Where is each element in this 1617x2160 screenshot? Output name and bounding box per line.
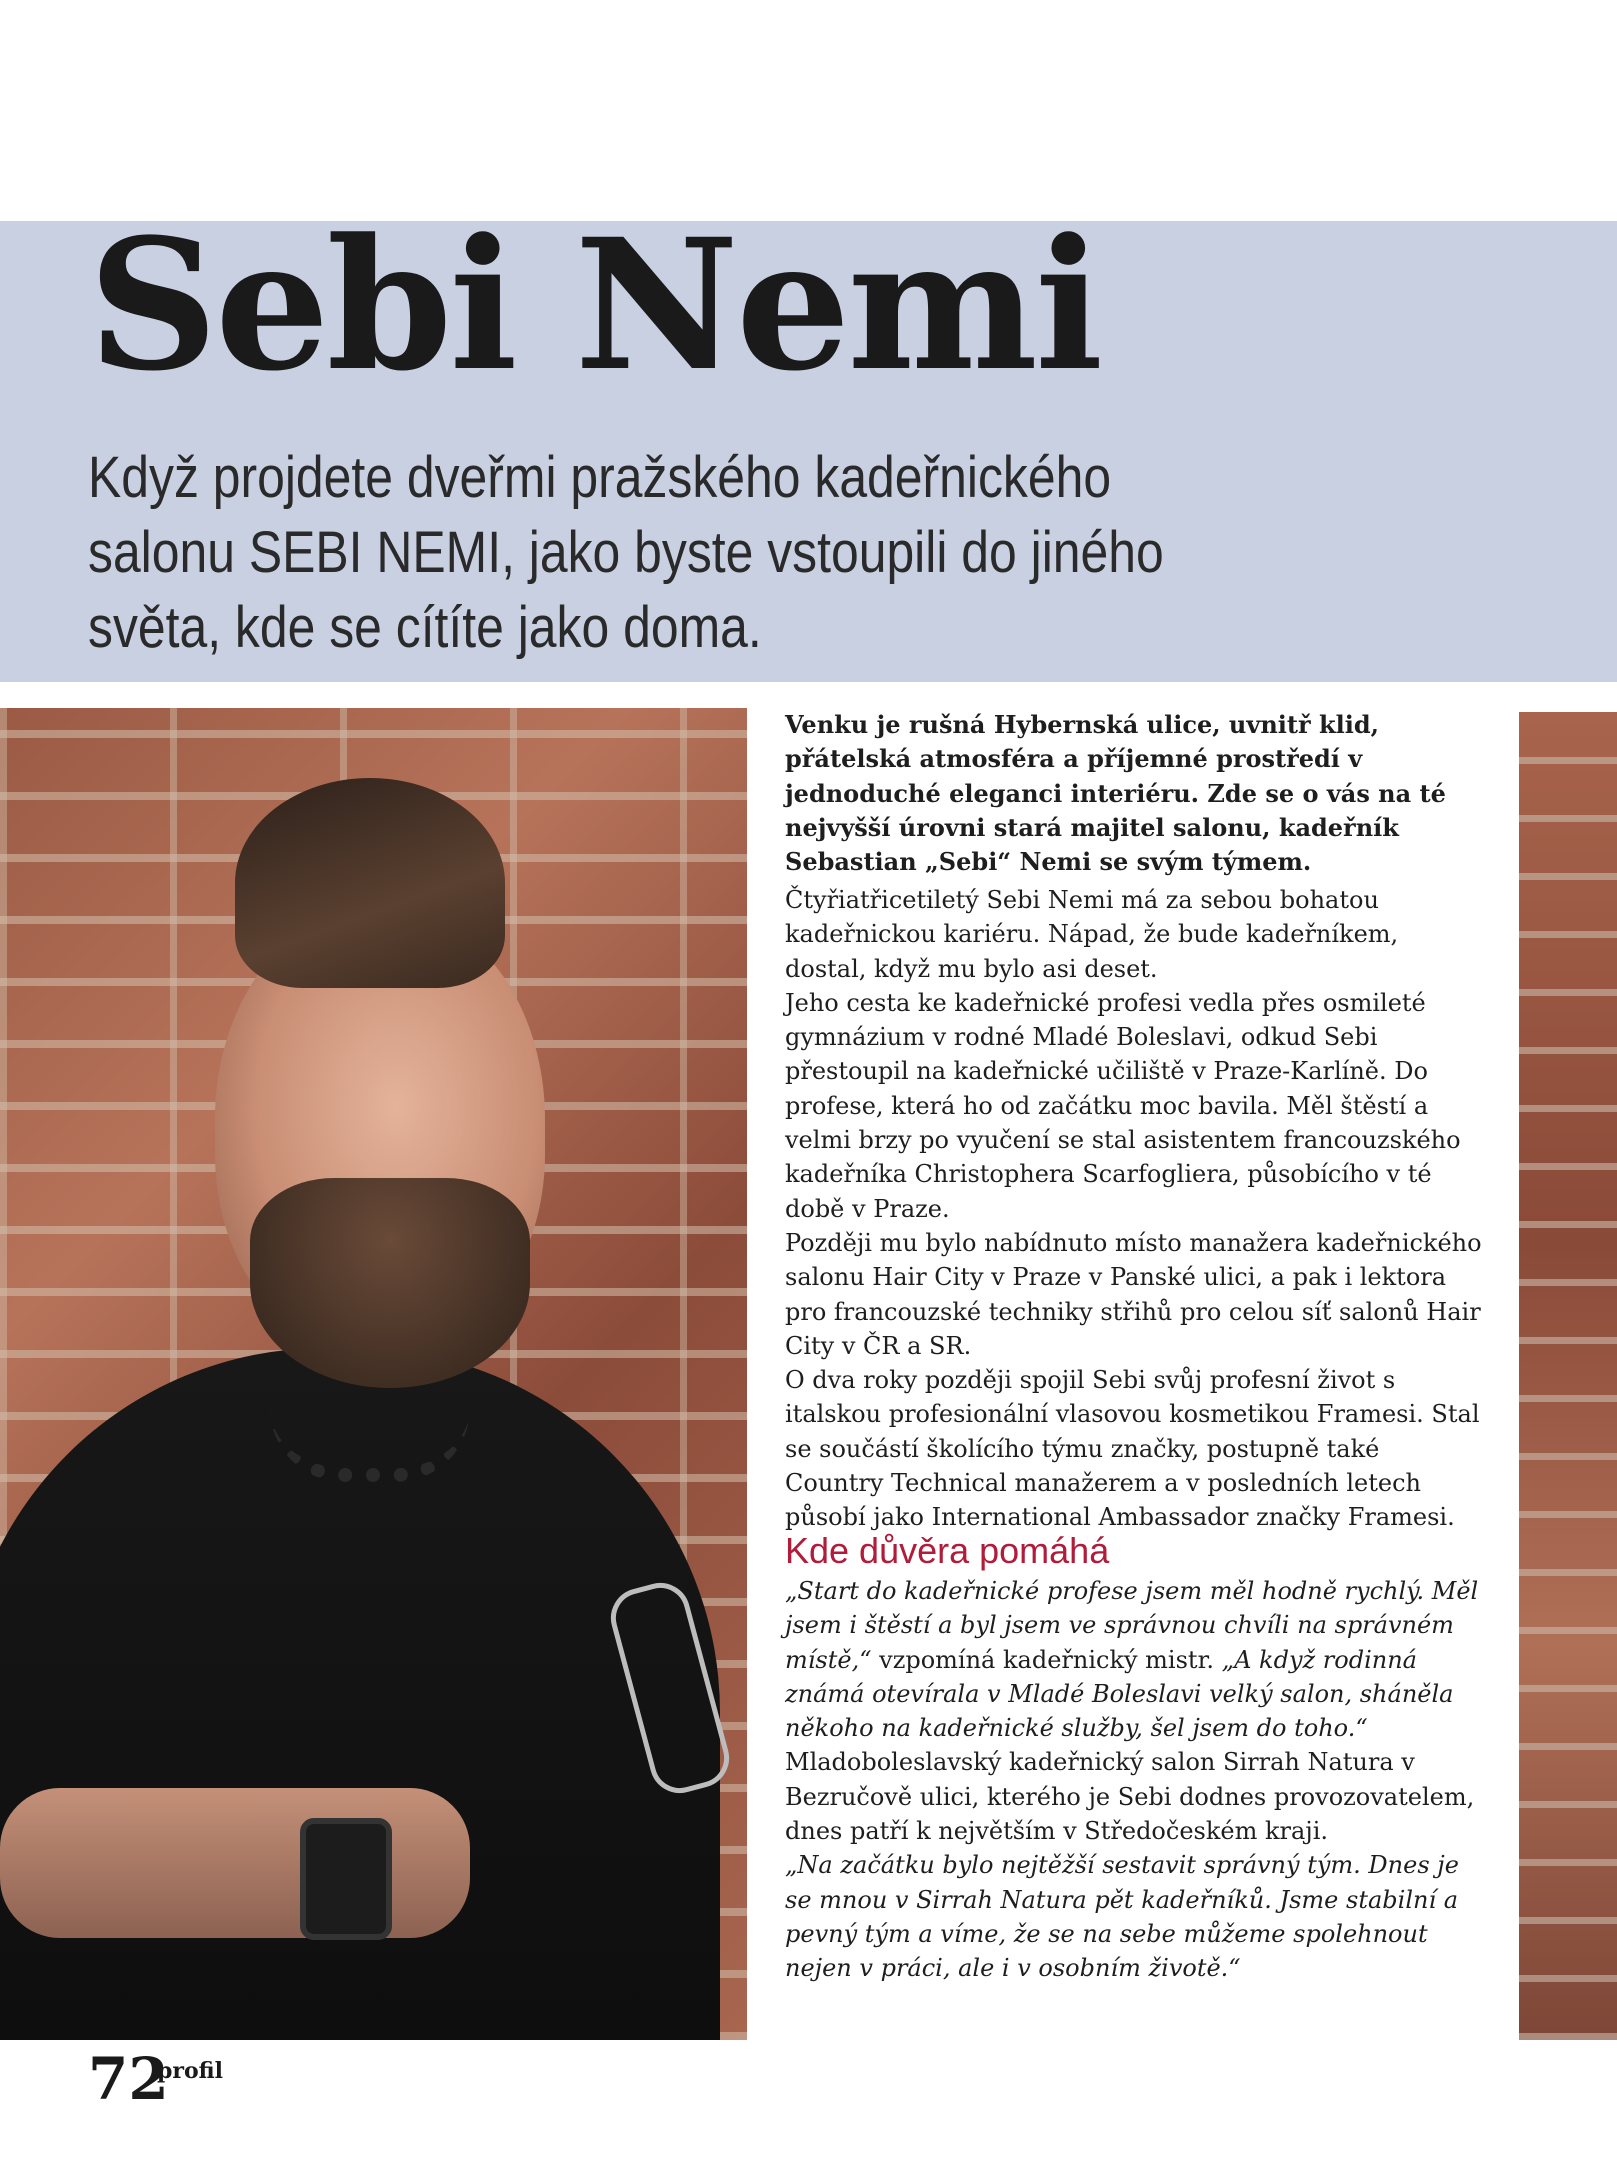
body-text: Mladoboleslavský kadeřnický salon Sirrah Natura v Bezručově ulici, kterého je Sebi dodnes provozovatelem, dnes patří k největším v Středočeském kraji. [785, 1748, 1475, 1846]
tattooed-arm [0, 1788, 470, 1938]
lead-line: světa, kde se cítíte jako doma. [88, 595, 762, 660]
quote: „Na začátku bylo nejtěžší sestavit správný tým. Dnes je se mnou v Sirrah Natura pět kadeřníků. Jsme stabilní a pevný tým a víme, že se na sebe můžeme spolehnout nejen v práci, ale i v osobním životě.“ [785, 1851, 1459, 1983]
body-paragraph: O dva roky později spojil Sebi svůj profesní život s italskou profesionální vlasovou kosmetikou Framesi. Stal se součástí školícího týmu značky, postupně také Country Technical manažerem a v posledních letech působí jako International Ambassador značky Framesi. [785, 1366, 1480, 1532]
person-beard [250, 1178, 530, 1388]
intro-paragraph [785, 708, 1485, 879]
quote: „A když rodinná známá otevírala v Mladé Boleslavi velký salon, sháněla někoho na kadeřnické služby, šel jsem do toho.“ [785, 1645, 1454, 1743]
body-section-2 [785, 1574, 1485, 1986]
page-number: 72 [88, 2045, 169, 2113]
section-label: profil [157, 2058, 223, 2084]
watch-icon [300, 1818, 392, 1940]
brick-wall-strip [1519, 712, 1617, 2040]
portrait-photo [0, 708, 747, 2040]
intro-text: Venku je rušná Hybernská ulice, uvnitř klid, přátelská atmosféra a příjemné prostředí v jednoduché eleganci interiéru. Zde se o vás na té nejvyšší úrovni stará majitel salonu, kadeřník Sebastian „Sebi“ Nemi se svým týmem. [785, 710, 1446, 877]
lead-line: Když projdete dveřmi pražského kadeřnického [88, 445, 1112, 510]
body-section-1 [785, 883, 1485, 1535]
person-hair [235, 778, 505, 988]
subheading: Kde důvěra pomáhá [785, 1530, 1110, 1571]
body-paragraph: Jeho cesta ke kadeřnické profesi vedla přes osmileté gymnázium v rodné Mladé Boleslavi, odkud Sebi přestoupil na kadeřnické učiliště v Praze-Karlíně. Do profese, která ho od začátku moc bavila. Měl štěstí a velmi brzy po vyučení se stal asistentem francouzského kadeřníka Christophera Scarfogliera, působícího v té době v Praze. [785, 988, 1461, 1223]
lead-line: salonu SEBI NEMI, jako byste vstoupili do jiného [88, 520, 1164, 585]
body-paragraph: Čtyřiatřicetiletý Sebi Nemi má za sebou bohatou kadeřnickou kariéru. Nápad, že bude kadeřníkem, dostal, když mu bylo asi deset. [785, 886, 1399, 983]
article-lead [88, 440, 1206, 665]
quote: „Start do kadeřnické profese jsem měl hodně rychlý. Měl jsem i štěstí a byl jsem ve správnou chvíli na správném místě,“ [785, 1577, 1479, 1674]
article-title: Sebi Nemi [88, 200, 1101, 411]
body-text: vzpomíná kadeřnický mistr. [871, 1645, 1222, 1674]
body-paragraph [785, 1574, 1485, 1848]
body-paragraph: Později mu bylo nabídnuto místo manažera kadeřnického salonu Hair City v Praze v Panské ulici, a pak i lektora pro francouzské techniky střihů pro celou síť salonů Hair City v ČR a SR. [785, 1228, 1482, 1360]
